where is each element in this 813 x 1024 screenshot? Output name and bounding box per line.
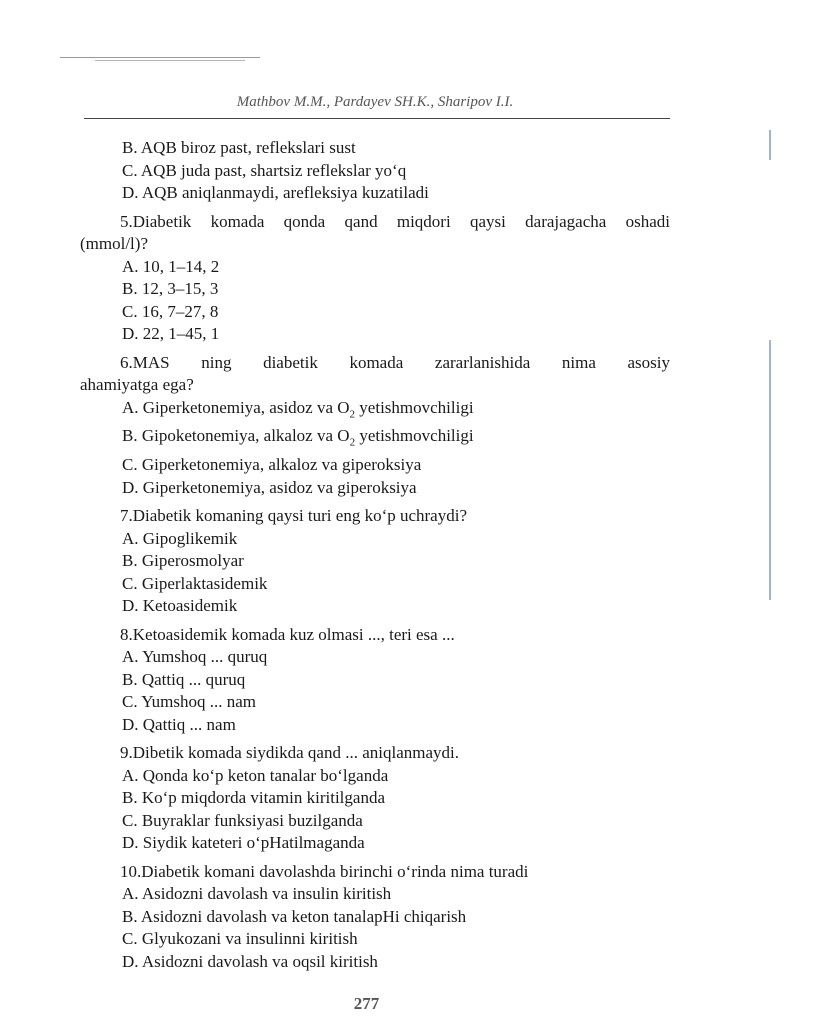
scan-artifact-line [60,57,260,58]
question-7: 7.Diabetik komaning qaysi turi eng ko‘p uchraydi? [120,506,467,526]
answer-option: D. Siydik kateteri o‘pHatilmaganda [122,833,365,853]
answer-option: B. Qattiq ... quruq [122,669,246,689]
answer-option: A. Gipoglikemik [122,528,238,548]
header-rule [84,118,670,119]
question-8: 8.Ketoasidemik komada kuz olmasi ..., teri esa ... [120,624,455,644]
page-content [80,137,670,973]
answer-option: B. Ko‘p miqdorda vitamin kiritilganda [122,788,385,808]
answer-option: B. 12, 3–15, 3 [122,279,219,298]
answer-option: C. Giperlaktasidemik [122,573,268,593]
answer-option: A. Yumshoq ... quruq [122,647,268,667]
scan-edge-mark [769,340,771,600]
question-10: 10.Diabetik komani davolashda birinchi o‘rinda nima turadi [120,861,529,881]
answer-option: A. 10, 1–14, 2 [122,256,220,276]
scan-artifact-line [95,60,245,61]
answer-option: C. AQB juda past, shartsiz reflekslar yo‘q [122,160,407,180]
question-6-cont: ahamiyatga ega? [80,375,194,394]
answer-option: B. Gipoketonemiya, alkaloz va $O_2$ yetishmovchiligi [122,426,474,449]
answer-option: D. Ketoasidemik [122,596,238,616]
page-number: 277 [353,994,380,1013]
answer-option: D. Asidozni davolash va oqsil kiritish [122,951,378,971]
answer-option: C. Giperketonemiya, alkaloz va giperoksiya [122,455,422,475]
answer-option: B. Asidozni davolash va keton tanalapHi chiqarish [122,906,467,926]
question-9: 9.Dibetik komada siydikda qand ... aniqlanmaydi. [120,743,459,763]
answer-option: A. Giperketonemiya, asidoz va $O_2$ yetishmovchiligi [122,397,474,420]
running-header: Mathbov M.M., Pardayev SH.K., Sharipov I.I. [236,94,514,110]
answer-option: C. 16, 7–27, 8 [122,301,219,321]
answer-option: D. Giperketonemiya, asidoz va giperoksiya [122,477,417,497]
answer-option: D. Qattiq ... nam [122,714,236,734]
answer-option: C. Buyraklar funksiyasi buzilganda [122,810,363,830]
answer-option: A. Asidozni davolash va insulin kiritish [122,884,392,904]
answer-option: D. 22, 1–45, 1 [122,324,220,343]
question-6: 6.MAS ning diabetik komada zararlanishida nima asosiy [120,352,670,372]
question-5-cont: (mmol/l)? [80,234,148,253]
question-5: 5.Diabetik komada qonda qand miqdori qaysi darajagacha oshadi [120,211,670,231]
answer-option: C. Glyukozani va insulinni kiritish [122,929,358,949]
answer-option: B. AQB biroz past, reflekslari sust [122,138,356,157]
answer-option: D. AQB aniqlanmaydi, arefleksiya kuzatiladi [122,183,429,202]
answer-option: A. Qonda ko‘p keton tanalar bo‘lganda [122,765,389,785]
scan-edge-mark [769,130,771,160]
answer-option: B. Giperosmolyar [122,551,244,571]
answer-option: C. Yumshoq ... nam [122,692,256,712]
